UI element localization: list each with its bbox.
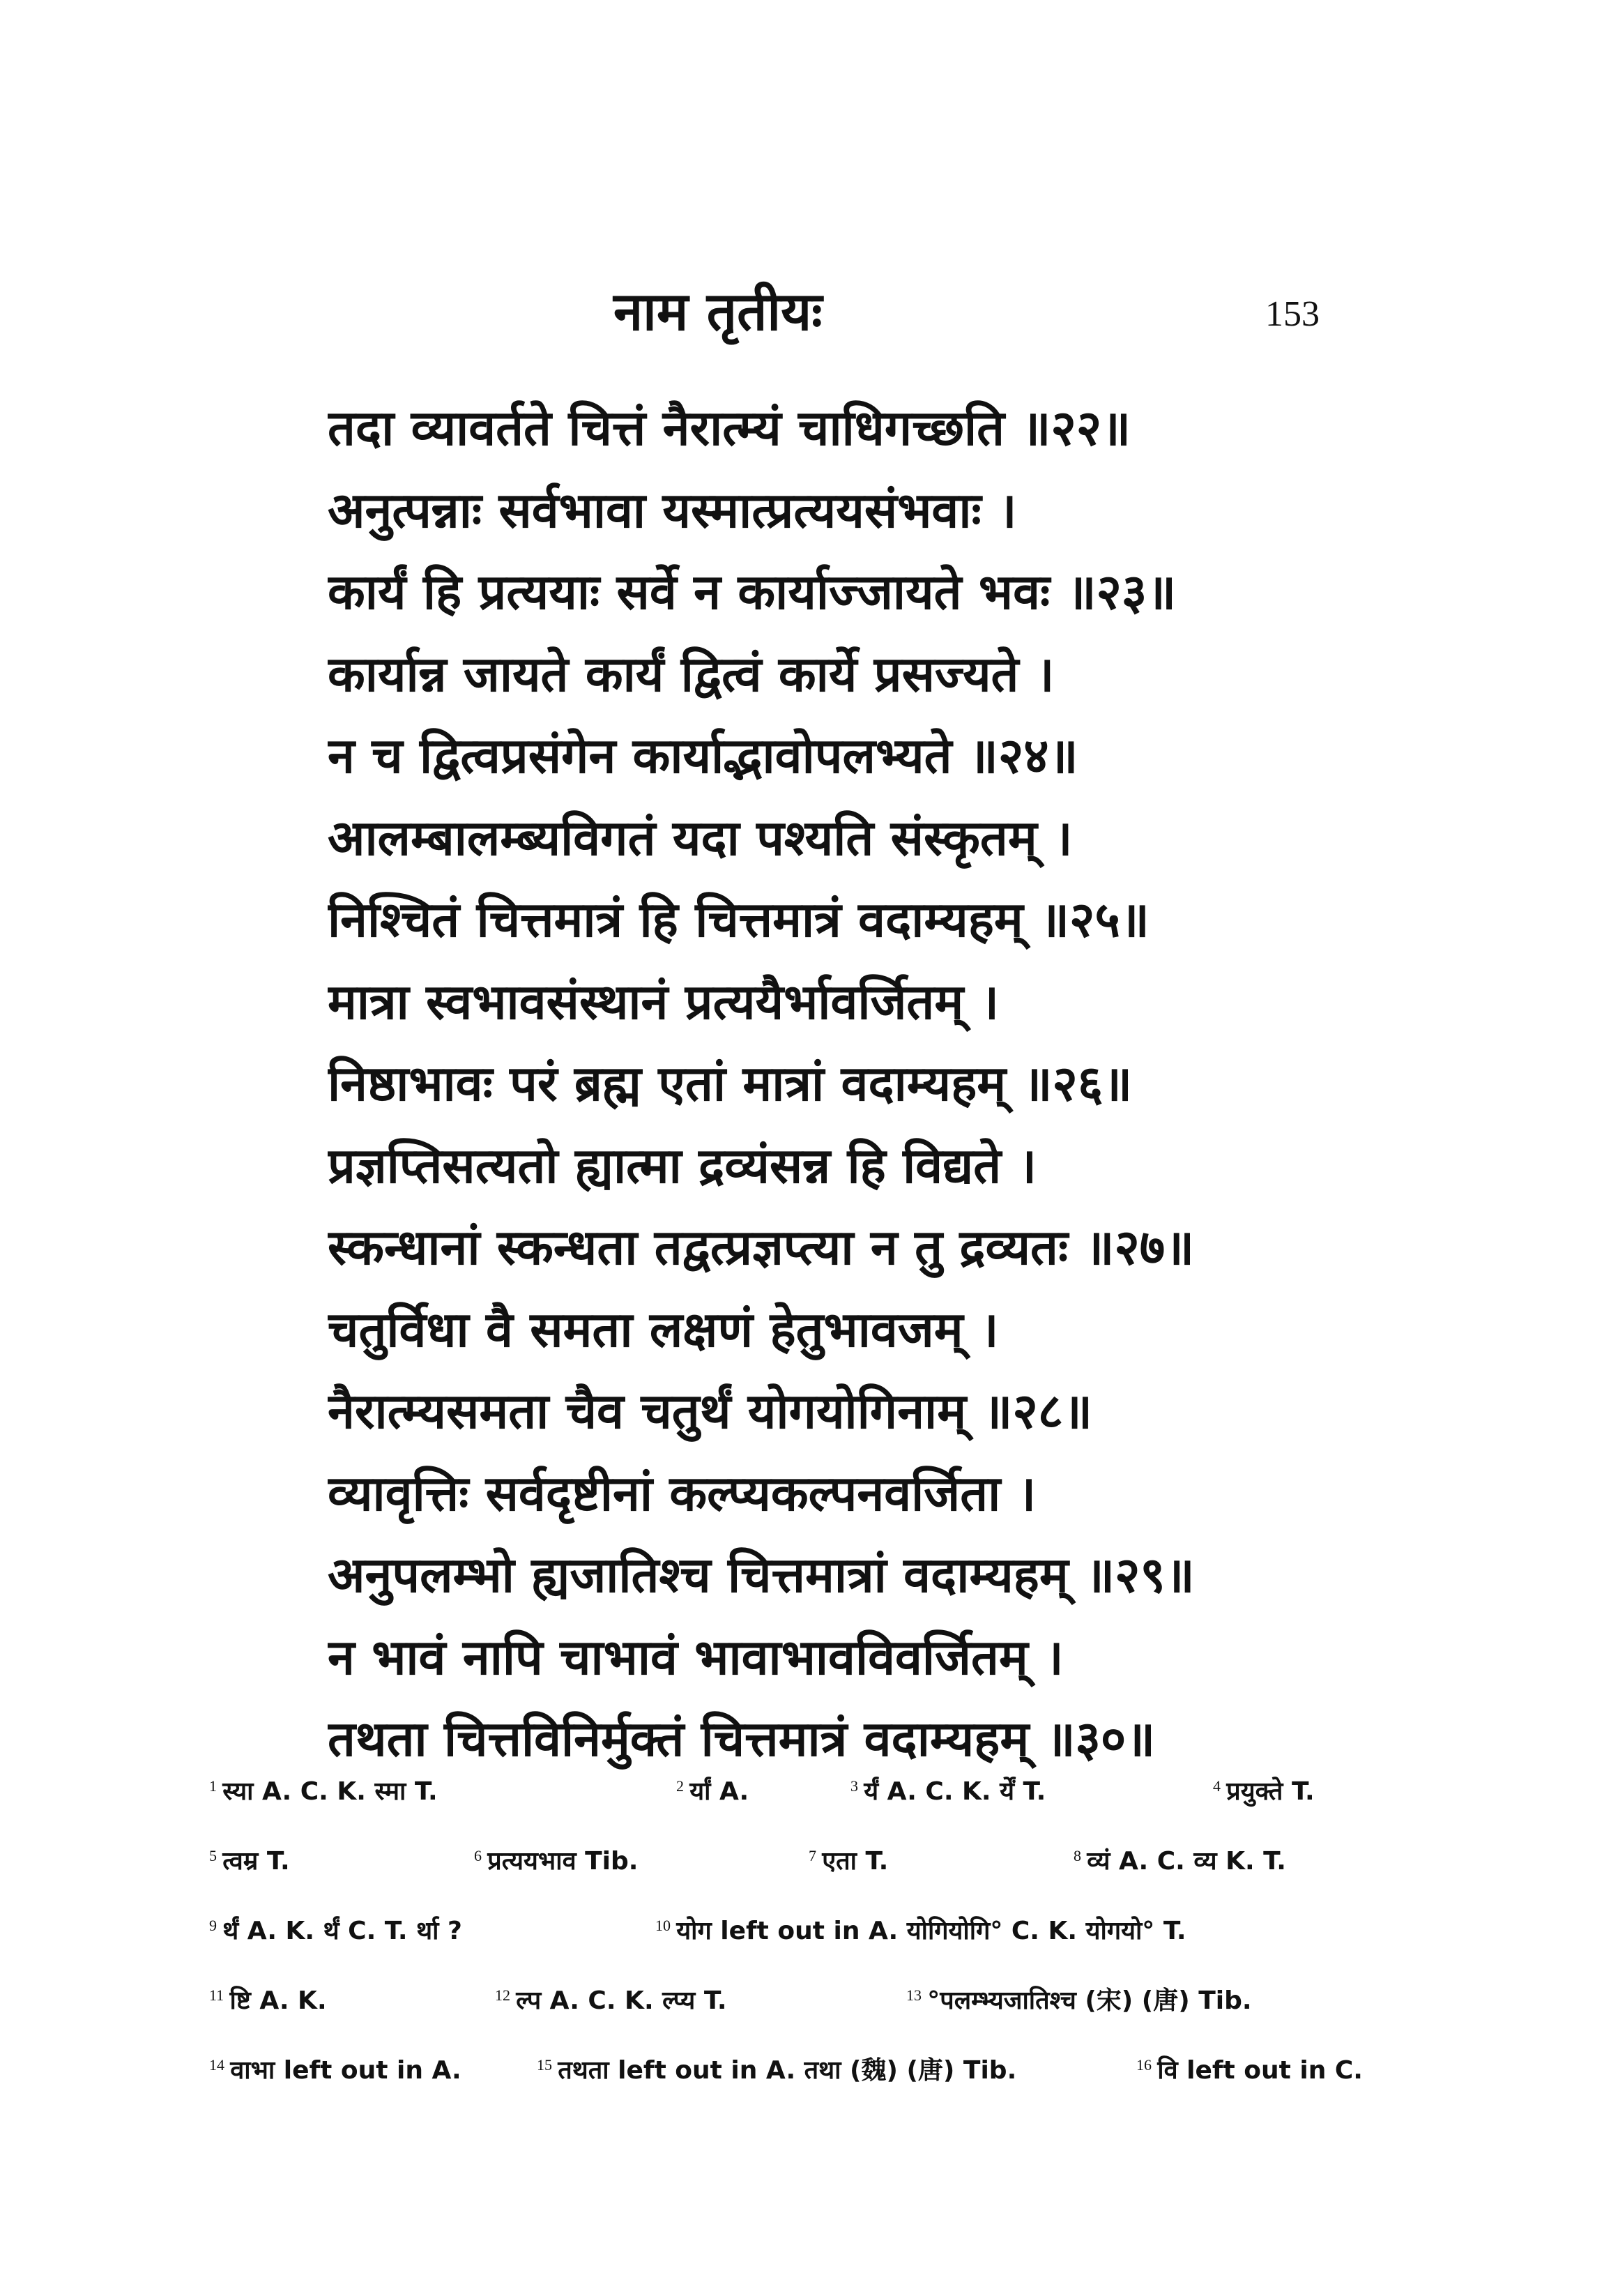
footnote	[676, 1757, 749, 1827]
footnote-text: वि left out in C.	[1157, 2056, 1363, 2085]
footnote	[1136, 2036, 1363, 2106]
verse-line: कार्यान्न जायते कार्यं द्वित्वं कार्ये प्रसज्यते ।	[328, 644, 1055, 703]
footnote-number: 13	[906, 1986, 922, 2004]
footnote-number: 1	[209, 1777, 217, 1795]
footnote	[906, 1966, 1252, 2037]
footnote-number: 7	[809, 1847, 816, 1864]
verse-line: प्रज्ञप्तिसत्यतो ह्यात्मा द्रव्यंसन्न हि विद्यते ।	[328, 1136, 1037, 1194]
footnote-row	[209, 2036, 1380, 2106]
footnote-number: 9	[209, 1917, 217, 1934]
footnote-text: र्थं A. K. र्थं C. T. र्था ?	[222, 1917, 462, 1945]
page-number: 153	[1265, 294, 1320, 334]
footnote-number: 5	[209, 1847, 217, 1864]
footnote-number: 10	[655, 1917, 671, 1934]
footnote	[209, 1896, 462, 1967]
footnote	[655, 1896, 1186, 1967]
footnote-number: 12	[495, 1986, 510, 2004]
verse-line: मात्रा स्वभावसंस्थानं प्रत्ययैर्भावर्जितम् ।	[328, 972, 1000, 1031]
footnote-text: तथता left out in A. तथा (魏) (唐) Tib.	[558, 2056, 1017, 2085]
verse-line: न च द्वित्वप्रसंगेन कार्याद्भावोपलभ्यते ॥२४॥	[328, 727, 1078, 784]
footnote-text: व्यं A. C. व्य K. T.	[1087, 1847, 1286, 1876]
verse-line: व्यावृत्तिः सर्वदृष्टीनां कल्प्यकल्पनवर्जिता ।	[328, 1463, 1037, 1522]
footnote-number: 3	[850, 1777, 858, 1795]
footnote	[850, 1757, 1046, 1827]
page-header	[0, 273, 1611, 357]
footnote-text: प्रयुक्ते T.	[1226, 1777, 1315, 1806]
verse-line: चतुर्विधा वै समता लक्षणं हेतुभावजम् ।	[328, 1300, 999, 1358]
footnote-text: योग left out in A. योगियोगि° C. K. योगयो° T.	[676, 1917, 1186, 1945]
footnote	[1074, 1827, 1286, 1897]
footnote-text: र्यं A. C. K. र्यें T.	[864, 1777, 1046, 1806]
footnote-text: ष्टि A. K.	[229, 1986, 327, 2015]
footnote-number: 11	[209, 1986, 224, 2004]
footnote-text: त्वम्र T.	[222, 1847, 290, 1876]
footnote-number: 4	[1213, 1777, 1221, 1795]
verse-line: अनुपलम्भो ह्यजातिश्च चित्तमात्रां वदाम्यहम् ॥२९॥	[328, 1546, 1195, 1604]
footnote	[495, 1966, 727, 2037]
verse-line: निष्ठाभावः परं ब्रह्म एतां मात्रां वदाम्यहम् ॥२६॥	[328, 1054, 1133, 1112]
verse-line: तदा व्यावर्तते चित्तं नैरात्म्यं चाधिगच्छति ॥२२॥	[328, 399, 1131, 457]
footnote	[1213, 1757, 1315, 1827]
verse-line: स्कन्धानां स्कन्धता तद्वत्प्रज्ञप्त्या न तु द्रव्यतः ॥२७॥	[328, 1218, 1195, 1276]
footnotes	[209, 1757, 1380, 2106]
verse-line: नैरात्म्यसमता चैव चतुर्थं योगयोगिनाम् ॥२८॥	[328, 1382, 1093, 1440]
footnote-row	[209, 1757, 1380, 1827]
verse-line: कार्यं हि प्रत्ययाः सर्वे न कार्याज्जायते भवः ॥२३॥	[328, 563, 1177, 621]
verse-line: आलम्बालम्ब्यविगतं यदा पश्यति संस्कृतम् ।	[328, 808, 1073, 867]
running-head: नाम तृतीयः	[613, 280, 823, 342]
verse-line: न भावं नापि चाभावं भावाभावविवर्जितम् ।	[328, 1627, 1064, 1686]
footnote-row	[209, 1827, 1380, 1896]
footnote-row	[209, 1896, 1380, 1966]
verse-block	[328, 387, 1415, 1780]
verse-line: निश्चितं चित्तमात्रं हि चित्तमात्रं वदाम्यहम् ॥२५॥	[328, 890, 1150, 948]
footnote-text: र्यां A.	[689, 1777, 749, 1806]
verse-line: तथता चित्तविनिर्मुक्तं चित्तमात्रं वदाम्यहम् ॥३०॥	[328, 1710, 1156, 1767]
footnote	[209, 2036, 461, 2106]
footnote	[209, 1757, 438, 1827]
footnote-text: स्या A. C. K. स्मा T.	[222, 1777, 438, 1806]
footnote-number: 8	[1074, 1847, 1081, 1864]
footnote	[209, 1827, 290, 1897]
footnote-text: प्रत्ययभाव Tib.	[487, 1847, 639, 1876]
footnote-number: 15	[537, 2056, 552, 2074]
footnote-number: 14	[209, 2056, 224, 2074]
footnote	[209, 1966, 327, 2037]
footnote	[474, 1827, 638, 1897]
footnote-row	[209, 1966, 1380, 2036]
footnote	[809, 1827, 888, 1897]
footnote-text: °पलम्भ्यजातिश्च (宋) (唐) Tib.	[927, 1986, 1252, 2015]
footnote-number: 2	[676, 1777, 684, 1795]
footnote-text: ल्प A. C. K. ल्प्य T.	[516, 1986, 727, 2015]
footnote-text: एता T.	[822, 1847, 889, 1876]
verse-line: अनुत्पन्नाः सर्वभावा यस्मात्प्रत्ययसंभवाः ।	[328, 480, 1017, 539]
footnote-number: 16	[1136, 2056, 1152, 2074]
footnote-number: 6	[474, 1847, 482, 1864]
footnote	[537, 2036, 1016, 2106]
footnote-text: वाभा left out in A.	[230, 2056, 461, 2085]
